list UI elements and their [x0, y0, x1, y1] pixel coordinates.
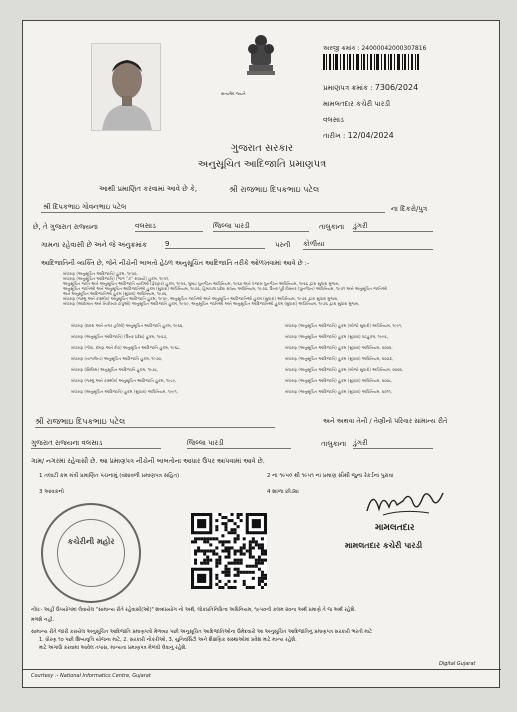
emblem-caption: સત્યમેવ જયતે — [221, 91, 246, 96]
signature-icon — [363, 483, 445, 523]
holder-name: શ્રી રાજભાઇ દિપકભાઇ પટેલ — [229, 185, 320, 194]
order-line: બંધારણ (જમ્મુ અને કાશ્મીર) અનુસૂચિત આદિજાતિ હુકમ, ૧૯૫૯, અનુસૂચિત જાતિઓ અને અનુસૂચિત આદિજાતિઓ હુકમ (સુધારા) અધિનિયમ, ૧૯૭૬ દ્વારા સુધારા મુજબ, — [63, 296, 339, 301]
holder-name-2: શ્રી રાજભાઇ દિપકભાઇ પટેલ — [35, 417, 275, 428]
district-2: જિલ્લા પારડી — [187, 439, 291, 449]
son-label: ના દિકરો/પુત્ર — [391, 205, 428, 213]
office-line: મામલતદાર કચેરી પારડી — [323, 100, 391, 108]
application-number: અરજી ક્રમાંક : 24000042000307816 — [323, 45, 427, 52]
cert-number-row — [323, 83, 418, 93]
certify-intro: આથી પ્રમાણિત કરવામાં આવે છે કે, — [99, 185, 198, 193]
village-line: ગામ/ નગરમાં રહેવાસી છે. આ પ્રમાણપત્ર નીચેની બાબતોના આધાર ઉપર આપવામાં આવે છે. — [31, 457, 265, 465]
order-list — [63, 271, 493, 306]
tribe-value: કોળીયા — [303, 240, 433, 250]
family-label: અને અથવા તેની / તેણીનો પરિવાર સામાન્ય રીતે — [323, 417, 448, 425]
digital-gujarat-label: Digital Gujarat — [439, 661, 476, 667]
basis-item: 2 ના ૧૯૫૦ થી ૧૯૫૧ ના પ્રમાણ સૌથી જુના રેકર્ડના પુરાવા — [267, 473, 394, 479]
note-2: સામાન્ય રીતે જારી કરાયેલ અનુસૂચિત આદિજાતિ પ્રમાણપત્રો મેળવ્યા પછી અનુસૂચિત આદિજાતિઓના ઉમેદવારો આ અનુસૂચિત આદિજાતિનું પ્રમાણપત્ર સરકારી ભરતી માટે — [31, 629, 373, 635]
qr-code — [191, 513, 267, 589]
order-item: બંધારણ (સિક્કિમ) અનુસૂચિત આદિજાતિ હુકમ, ૧૯૭૮, — [71, 367, 159, 372]
date-row — [323, 131, 394, 141]
tribe-label: પરની — [275, 241, 291, 249]
government-title: ગુજરાત સરકાર — [230, 143, 294, 154]
issue-date: 12/04/2024 — [347, 131, 394, 140]
order-item: બંધારણ (અનુસૂચિત આદિજાતિ) હુકમ (સુધારા) અધિનિયમ, ૧૯૯૧, — [71, 389, 178, 394]
district-line: વલસાડ — [323, 116, 344, 124]
schedule-number: 9 — [165, 240, 265, 249]
village-value: ડુંગરી — [353, 222, 433, 232]
signatory-office: મામલતદાર કચેરી પારડી — [345, 541, 423, 550]
order-item: બંધારણ (અનુસૂચિત આદિજાતિ) હુકમ (સુધારા) અધિનિયમ, ૨૦૦૮, — [285, 378, 393, 383]
state-line: ગુજરાત રાજ્યના વલસાડ — [31, 439, 161, 449]
office-seal — [41, 503, 141, 603]
barcode — [323, 54, 419, 70]
courtesy-label: Courtesy :- National Informatics Centre, Gujarat — [31, 673, 151, 679]
order-line: બંધારણ (અનુસૂચિત આદિજાતિ) (ભાગ ''ક'' રાજ્યો) હુકમ, ૧૯૫૧, — [63, 276, 170, 281]
order-list-right — [285, 323, 491, 400]
order-item: બંધારણ (દાદરા અને નગર હવેલી) અનુસૂચિત આદિજાતિ હુકમ, ૧૯૬૨, — [71, 323, 184, 328]
national-emblem-icon — [239, 31, 283, 93]
order-item: બંધારણ (અનુસૂચિત આદિજાતિ) હુકમ (સુધારા) અધિનિયમ, ૨૦૧૧, — [285, 389, 392, 394]
date-label: તારીખ : — [323, 132, 346, 140]
district-value: વલસાડ — [135, 222, 203, 232]
resident-label: છે, તે ગુજરાત રાજ્યના — [33, 223, 98, 231]
note-1: નોંધ:- અહીં ઉપયોગમાં લેવાયેલ "સામાન્ય રીતે રહેવાસી(ઓ)" શબ્દપ્રયોગ નો અર્થ, લોકપ્રતિનિધિત્વ અધિનિયમ, ૧૯૫૦ની કલમ ૨૦ના અર્થ પ્રમાણે તે જ અર્થ રહેશે. — [31, 607, 356, 613]
order-line: અનુસૂચિત જાતિ અને અનુસૂચિત આદિજાતિ યાદીઓ (ફેરફાર) હુકમ, ૧૯૫૬, મુંબઇ પુનર્ગઠન અધિનિયમ, ૧૯૬૦ અને પંજાબ પુનર્ગઠન અધિનિયમ, ૧૯૬૬ દ્વારા સુધારા મુજબ, — [63, 281, 340, 286]
order-item: બંધારણ (જમ્મુ અને કાશ્મીર) અનુસૂચિત આદિજાતિ હુકમ, ૧૯૮૯, — [71, 378, 177, 383]
taluka-label: તાલુકાના — [319, 223, 345, 231]
order-line: અને અનુસૂચિત આદિજાતિઓ હુકમ (સુધારા) અધિનિયમ, ૧૯૭૬, — [63, 291, 168, 296]
order-item: બંધારણ (નાગાલેન્ડ) અનુસૂચિત આદિજાતિ હુકમ, ૧૯૭૦, — [71, 356, 163, 361]
schedule-label: ગામના રહેવાસી છે અને જે અનુક્રમાંક — [41, 241, 147, 249]
village-2: ડુંગરી — [353, 439, 433, 449]
order-intro: આદિજાતિની વ્યક્તિ છે, જેને નીચેની બાબતો હેઠળ અનુસૂચિત આદિજાતિ તરીકે ઓળખવામાં આવે છે :- — [41, 259, 310, 267]
basis-item: 4 શાળા છોડ્યા — [267, 489, 299, 495]
father-name: શ્રી દિપકભાઇ ગોવનભાઇ પટેલ — [41, 203, 385, 213]
taluka-district: જિલ્લા પારડી — [213, 222, 309, 232]
applicant-photo — [91, 43, 161, 131]
order-item: બંધારણ (અનુસૂચિત આદિજાતિ) હુકમ (બીજો સુધારો) અધિનિયમ, ૨૦૦૨, — [285, 367, 404, 372]
footer-divider — [23, 669, 501, 670]
order-item: બંધારણ (અનુસૂચિત આદિજાતિ) હુકમ (બીજો સુધારો) અધિનિયમ, ૧૯૯૧, — [285, 323, 403, 328]
order-line: અનુસૂચિત જાતિઓ અને અનુસૂચિત આદિજાતિઓ હુકમ (સુધારા) અધિનિયમ, ૧૯૭૬, હિમાચલ પ્રદેશ રાજ્ય અધિનિયમ, ૧૯૭૦, ઉત્તર પૂર્વ વિસ્તાર (પુનર્ગઠન) અધિનિયમ, ૧૯૭૧ અને અનુસૂચિત જાતિઓ — [63, 286, 387, 291]
certificate-title: અનુસૂચિત આદિજાતિ પ્રમાણપત્ર — [197, 159, 327, 170]
cert-number: 7306/2024 — [374, 83, 419, 92]
certificate-page — [22, 20, 500, 688]
seal-text: કચેરીની મહોર — [67, 537, 115, 546]
order-item: બંધારણ (અનુસૂચિત આદિજાતિ) હુકમ (સુધારા) અધિનિયમ, ૨૦૦૩, — [285, 356, 393, 361]
order-list-left — [71, 323, 261, 400]
basis-item: 1 તલાટી કમ મંત્રી પ્રમાણિત પંચનામું (વંશાવળી પ્રમાણપત્ર સહિત) — [39, 473, 180, 479]
note-3: 1. ધોરણ ૧૦ પછી શિષ્યવૃત્તિ યોજના માટે, 2. સરકારી નોકરીઓ, 3. યુનિવર્સિટી અને શૈક્ષણિક સંસ્થાઓમાં પ્રવેશ માટે માન્ય રહેશે. — [39, 637, 297, 643]
order-item: બંધારણ (ગોવા, દમણ અને દીવ) અનુસૂચિત આદિજાતિ હુકમ, ૧૯૬૮, — [71, 345, 181, 350]
note-1b: મળશે નહી. — [31, 617, 55, 623]
note-4: માટે અગાઉ કરવામાં આવેલ તપાસ, માન્યતા પ્રમાણપત્ર મેળવી લેવાનું રહેશે. — [39, 645, 187, 651]
order-item: બંધારણ (અનુસૂચિત આદિજાતિ) હુકમ (સુધારા) વટહુકમ, ૧૯૯૬, — [285, 334, 388, 339]
signatory-designation: મામલતદાર — [375, 523, 415, 533]
order-line: બંધારણ (અનુસૂચિત આદિજાતિ) હુકમ, ૧૯૫૦, — [63, 271, 138, 276]
taluka-2-label: તાલુકાના — [321, 440, 347, 448]
order-item: બંધારણ (અનુસૂચિત આદિજાતિ) (ઉત્તર પ્રદેશ) હુકમ, ૧૯૬૭, — [71, 334, 168, 339]
order-item: બંધારણ (અનુસૂચિત આદિજાતિ) હુકમ (સુધારા) અધિનિયમ, ૨૦૦૨, — [285, 345, 393, 350]
basis-item: 3 આવકનો — [39, 489, 65, 495]
order-line: બંધારણ (આંદામાન અને નિકોબાર ટાપુઓ) અનુસૂચિત આદિજાતિ હુકમ, ૧૯૫૯, અનુસૂચિત જાતિઓ અને અનુસૂચિત આદિજાતિઓ હુકમ (સુધારા) અધિનિયમ, ૧૯૭૬ દ્વારા સુધારા મુજબ, — [63, 301, 360, 306]
cert-number-label: પ્રમાણપત્ર ક્રમાંક : — [323, 84, 373, 92]
